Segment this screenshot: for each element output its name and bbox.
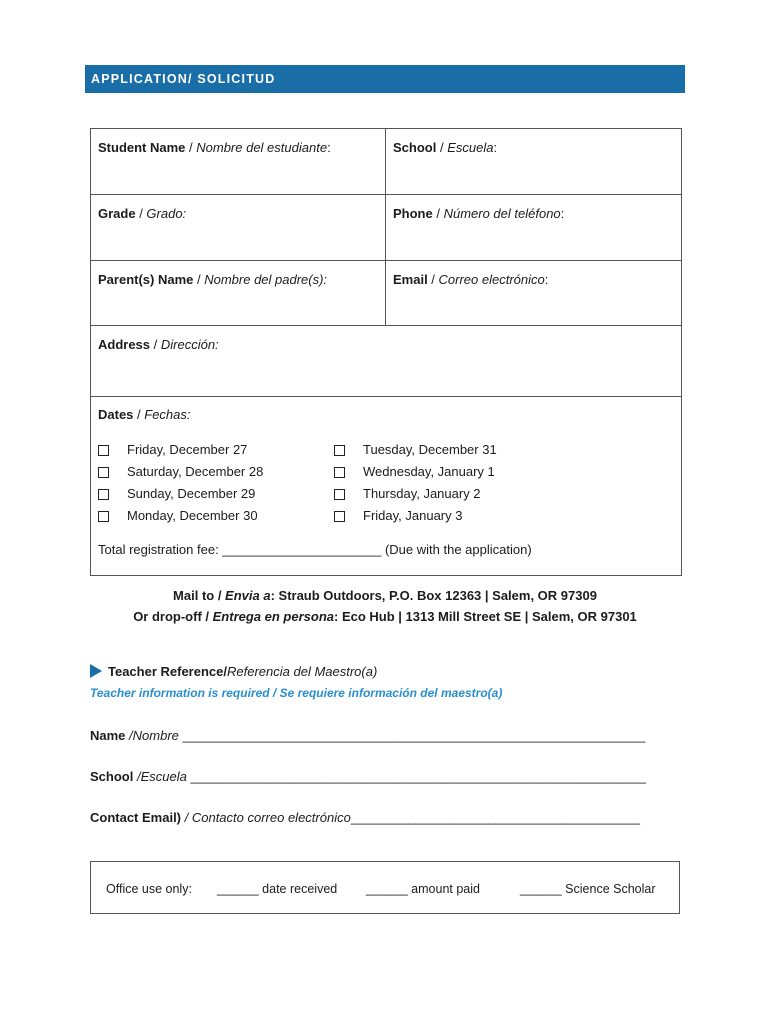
address-field[interactable]	[91, 326, 681, 396]
date-label: Friday, December 27	[127, 442, 248, 457]
column-divider	[385, 129, 386, 325]
arrow-right-icon	[90, 664, 102, 678]
dates-column-right	[334, 439, 497, 527]
teacher-name-field[interactable]: Name /Nombre ________________________________________________________________	[90, 728, 646, 743]
checkbox[interactable]	[98, 445, 109, 456]
checkbox[interactable]	[334, 511, 345, 522]
date-option[interactable]	[98, 505, 263, 527]
checkbox[interactable]	[98, 489, 109, 500]
grade-field[interactable]	[91, 195, 385, 260]
phone-field[interactable]	[386, 195, 682, 260]
application-form-table	[90, 128, 682, 576]
office-use-box	[90, 861, 680, 914]
date-label: Thursday, January 2	[363, 486, 481, 501]
parent-name-field[interactable]	[91, 261, 385, 325]
date-option[interactable]	[334, 505, 497, 527]
email-field[interactable]	[386, 261, 682, 325]
science-scholar: ______ Science Scholar	[520, 882, 656, 896]
school-field[interactable]	[386, 129, 682, 194]
amount-paid: ______ amount paid	[366, 882, 480, 896]
date-label: Monday, December 30	[127, 508, 258, 523]
checkbox[interactable]	[98, 511, 109, 522]
teacher-school-field[interactable]: School /Escuela _______________________________________________________________	[90, 769, 646, 784]
date-option[interactable]	[334, 483, 497, 505]
divider	[91, 396, 681, 397]
phone-label: Phone / Número del teléfono:	[393, 206, 565, 221]
student-name-label: Student Name / Nombre del estudiante:	[98, 140, 331, 155]
email-label: Email / Correo electrónico:	[393, 272, 549, 287]
checkbox[interactable]	[334, 445, 345, 456]
school-label: School / Escuela:	[393, 140, 498, 155]
teacher-contact-email-field[interactable]: Contact Email) / Contacto correo electrónico________________________________________	[90, 810, 641, 825]
teacher-reference-heading: Teacher Reference/Referencia del Maestro(a)	[90, 664, 377, 679]
date-option[interactable]	[334, 439, 497, 461]
mail-to-line: Mail to / Envia a: Straub Outdoors, P.O. Box 12363 | Salem, OR 97309	[173, 588, 597, 603]
drop-off-line: Or drop-off / Entrega en persona: Eco Hub | 1313 Mill Street SE | Salem, OR 97301	[133, 609, 637, 624]
date-label: Saturday, December 28	[127, 464, 264, 479]
date-label: Sunday, December 29	[127, 486, 256, 501]
registration-fee: Total registration fee: ______________________ (Due with the application)	[98, 542, 532, 557]
date-option[interactable]	[98, 483, 263, 505]
date-option[interactable]	[98, 439, 263, 461]
student-name-field[interactable]	[91, 129, 385, 194]
date-label: Tuesday, December 31	[363, 442, 497, 457]
section-banner	[85, 65, 685, 93]
date-received: ______ date received	[217, 882, 338, 896]
dates-column-left	[98, 439, 263, 527]
checkbox[interactable]	[334, 489, 345, 500]
date-label: Wednesday, January 1	[363, 464, 495, 479]
office-use-label: Office use only:	[106, 882, 192, 896]
parent-name-label: Parent(s) Name / Nombre del padre(s):	[98, 272, 328, 287]
checkbox[interactable]	[98, 467, 109, 478]
grade-label: Grade / Grado:	[98, 206, 187, 221]
date-option[interactable]	[98, 461, 263, 483]
checkbox[interactable]	[334, 467, 345, 478]
teacher-note: Teacher information is required / Se requiere información del maestro(a)	[90, 686, 503, 700]
dates-label: Dates / Fechas:	[98, 407, 191, 422]
date-label: Friday, January 3	[363, 508, 463, 523]
section-title: APPLICATION/ SOLICITUD	[91, 72, 276, 86]
date-option[interactable]	[334, 461, 497, 483]
address-label: Address / Dirección:	[98, 337, 219, 352]
